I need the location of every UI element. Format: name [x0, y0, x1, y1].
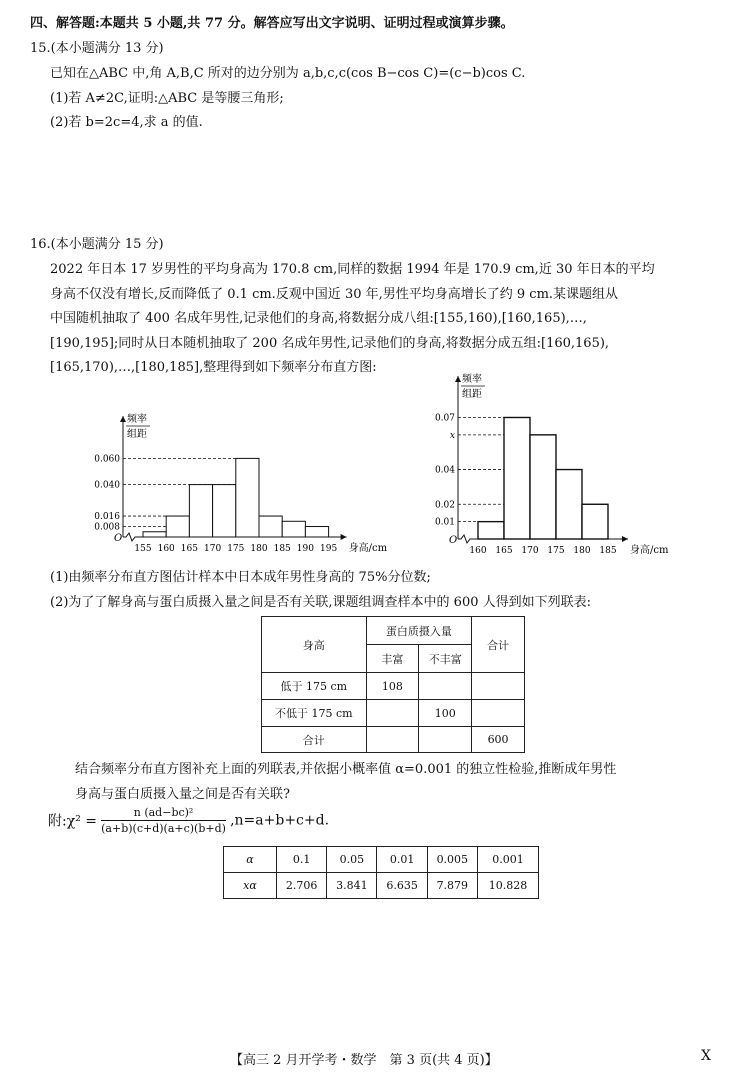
y-tick-label: 0.008 — [94, 522, 120, 533]
origin-label: O — [449, 535, 458, 546]
histogram-bar — [504, 417, 530, 539]
y-axis-arrow — [120, 416, 126, 422]
x-value: 2.706 — [277, 873, 327, 899]
cell-notrich — [419, 727, 472, 753]
q15-stem: 已知在△ABC 中,角 A,B,C 所对的边分别为 a,b,c,c(cos B−cos C)=(c−b)cos C. — [50, 66, 526, 81]
col-rich: 丰富 — [366, 645, 419, 673]
x-tick-label: 160 — [469, 546, 487, 556]
histogram-bar — [259, 516, 282, 537]
x-tick-label: 195 — [320, 544, 338, 554]
histogram-bar — [189, 485, 212, 537]
cell-notrich — [419, 673, 472, 700]
formula-fraction — [101, 806, 226, 835]
alpha-value: 0.005 — [427, 847, 477, 873]
footer-code: X — [701, 1048, 711, 1064]
x-tick-label: 175 — [547, 546, 565, 556]
x-value: 6.635 — [377, 873, 427, 899]
table-row — [224, 873, 539, 899]
col-height: 身高 — [262, 617, 367, 673]
y-tick-label: 0.040 — [94, 480, 120, 491]
x-tick-label: 165 — [495, 546, 513, 556]
q16-para-line: 2022 年日本 17 岁男性的平均身高为 170.8 cm,同样的数据 1994 年是 170.9 cm,近 30 年日本的平均 — [50, 262, 655, 277]
alpha-value: 0.001 — [477, 847, 538, 873]
q16-para-line: [190,195];同时从日本随机抽取了 200 名成年男性,记录他们的身高,将数据分成五组:[160,165), — [50, 336, 610, 351]
section-header: 四、解答题:本题共 5 小题,共 77 分。解答应写出文字说明、证明过程或演算步骤。 — [30, 16, 514, 31]
y-axis-title-top: 频率 — [127, 414, 147, 425]
x-tick-label: 185 — [273, 544, 291, 554]
y-axis-title-bottom: 组距 — [462, 389, 482, 400]
y-axis-arrow — [455, 376, 461, 382]
histogram-bar — [530, 435, 556, 539]
x-tick-label: 155 — [134, 544, 152, 554]
origin-label: O — [114, 533, 123, 544]
table-row — [262, 673, 525, 700]
y-axis-title-bottom: 组距 — [127, 429, 147, 440]
q15-number: 15.(本小题满分 13 分) — [30, 41, 164, 56]
x-value: 7.879 — [427, 873, 477, 899]
cell-rich — [366, 700, 419, 727]
q16-part2: (2)为了了解身高与蛋白质摄入量之间是否有关联,课题组调查样本中的 600 人得到如下列联表: — [50, 595, 592, 610]
cell-total — [472, 700, 525, 727]
x-tick-label: 170 — [521, 546, 539, 556]
histogram-bar — [478, 522, 504, 539]
x-axis-arrow — [622, 536, 628, 542]
alpha-label: α — [224, 847, 277, 873]
q16-part1: (1)由频率分布直方图估计样本中日本成年男性身高的 75%分位数; — [50, 570, 431, 585]
contingency-table — [261, 616, 525, 753]
alpha-value: 0.01 — [377, 847, 427, 873]
q16-para-line: 身高不仅没有增长,反而降低了 0.1 cm.反观中国近 30 年,男性平均身高增长了约 9 cm.某课题组从 — [50, 287, 619, 302]
x-axis-arrow — [341, 534, 347, 540]
formula-suffix: ,n=a+b+c+d. — [230, 812, 330, 829]
formula-denominator: (a+b)(c+d)(a+c)(b+d) — [101, 822, 226, 835]
x-tick-label: 180 — [250, 544, 268, 554]
row-label: 合计 — [262, 727, 367, 753]
alpha-value: 0.05 — [327, 847, 377, 873]
x-value: 10.828 — [477, 873, 538, 899]
histogram-bar — [166, 516, 189, 537]
histogram-bar — [305, 527, 328, 537]
histogram-bar — [282, 521, 305, 537]
histogram-bar — [143, 532, 166, 537]
y-tick-label: 0.04 — [434, 465, 455, 476]
histogram-bar — [236, 458, 259, 537]
histogram-japan — [420, 372, 680, 562]
q16-number: 16.(本小题满分 15 分) — [30, 237, 164, 252]
x-tick-label: 165 — [180, 544, 198, 554]
cell-rich: 108 — [366, 673, 419, 700]
footer-text: 【高三 2 月开学考・数学 第 3 页(共 4 页)】 — [230, 1053, 498, 1068]
q16-after-line: 身高与蛋白质摄入量之间是否有关联? — [75, 787, 290, 802]
y-axis-title-top: 频率 — [462, 374, 482, 385]
y-tick-label: 0.016 — [94, 512, 120, 523]
cell-rich — [366, 727, 419, 753]
table-row — [262, 727, 525, 753]
histogram-bar — [213, 485, 236, 537]
table-row — [224, 847, 539, 873]
y-tick-label: 0.01 — [434, 517, 455, 528]
x-axis-label: 身高/cm — [348, 543, 388, 554]
x-tick-label: 170 — [204, 544, 222, 554]
formula-prefix: 附:χ² = — [48, 813, 97, 830]
q16-para-line: 中国随机抽取了 400 名成年男性,记录他们的身高,将数据分成八组:[155,160),[160,165),…, — [50, 311, 587, 326]
cell-total: 600 — [472, 727, 525, 753]
critical-value-table — [223, 846, 539, 899]
x-tick-label: 160 — [157, 544, 175, 554]
x-tick-label: 175 — [227, 544, 245, 554]
y-tick-label: 0.060 — [94, 454, 120, 465]
row-label: 不低于 175 cm — [262, 700, 367, 727]
q15-part1: (1)若 A≠2C,证明:△ABC 是等腰三角形; — [50, 91, 284, 106]
x-label: xα — [224, 873, 277, 899]
histogram-bar — [582, 504, 608, 539]
table-row — [262, 700, 525, 727]
x-tick-label: 190 — [296, 544, 314, 554]
formula-numerator: n (ad−bc)² — [101, 806, 226, 821]
chi-square-formula — [48, 806, 329, 835]
x-value: 3.841 — [327, 873, 377, 899]
y-tick-label: 0.07 — [434, 413, 455, 424]
x-axis-label: 身高/cm — [630, 545, 669, 556]
row-label: 低于 175 cm — [262, 673, 367, 700]
q15-part2: (2)若 b=2c=4,求 a 的值. — [50, 115, 203, 130]
q16-para-line: [165,170),…,[180,185],整理得到如下频率分布直方图: — [50, 360, 377, 375]
cell-notrich: 100 — [419, 700, 472, 727]
x-tick-label: 180 — [573, 546, 591, 556]
x-tick-label: 185 — [599, 546, 617, 556]
col-notrich: 不丰富 — [419, 645, 472, 673]
y-tick-label: 0.02 — [434, 500, 455, 511]
histogram-bar — [556, 470, 582, 539]
col-total: 合计 — [472, 617, 525, 673]
histogram-china — [85, 412, 405, 562]
alpha-value: 0.1 — [277, 847, 327, 873]
y-tick-label: x — [449, 430, 455, 441]
q16-after-line: 结合频率分布直方图补充上面的列联表,并依据小概率值 α=0.001 的独立性检验,推断成年男性 — [75, 762, 617, 777]
col-protein: 蛋白质摄入量 — [366, 617, 472, 645]
cell-total — [472, 673, 525, 700]
